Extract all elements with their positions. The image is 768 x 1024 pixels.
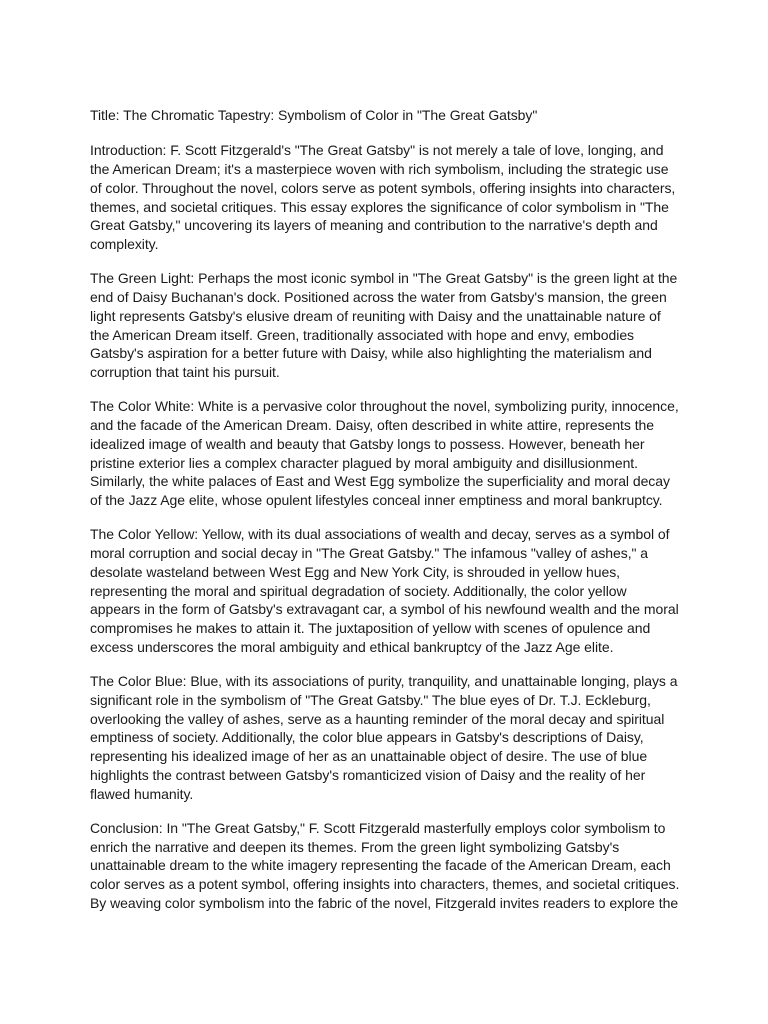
paragraph-conclusion: Conclusion: In "The Great Gatsby," F. Scott Fitzgerald masterfully employs color symbolism to enrich the narrative and deepen its themes. From the green light symbolizing Gatsby's unattainable dream to the white imagery representing the facade of the American Dream, each color serves as a potent symbol, offering insights into characters, themes, and societal critiques. By weaving color symbolism into the fabric of the novel, Fitzgerald invites readers to explore the bbox=[90, 819, 680, 911]
paragraph-green-light: The Green Light: Perhaps the most iconic symbol in "The Great Gatsby" is the green light at the end of Daisy Buchanan's dock. Positioned across the water from Gatsby's mansion, the green light represents Gatsby's elusive dream of reuniting with Daisy and the unattainable nature of the American Dream itself. Green, traditionally associated with hope and envy, embodies Gatsby's aspiration for a better future with Daisy, while also highlighting the materialism and corruption that taint his pursuit. bbox=[90, 270, 678, 380]
document-page bbox=[90, 106, 680, 928]
paragraph-color-white: The Color White: White is a pervasive color throughout the novel, symbolizing purity, innocence, and the facade of the American Dream. Daisy, often described in white attire, represents the idealized image of wealth and beauty that Gatsby longs to possess. However, beneath her pristine exterior lies a complex character plagued by moral ambiguity and disillusionment. Similarly, the white palaces of East and West Egg symbolize the superficiality and moral decay of the Jazz Age elite, whose opulent lifestyles conceal inner emptiness and moral bankruptcy. bbox=[90, 398, 679, 508]
paragraph-color-yellow: The Color Yellow: Yellow, with its dual associations of wealth and decay, serves as a symbol of moral corruption and social decay in "The Great Gatsby." The infamous "valley of ashes," a desolate wasteland between West Egg and New York City, is shrouded in yellow hues, representing the moral and spiritual degradation of society. Additionally, the color yellow appears in the form of Gatsby's extravagant car, a symbol of his newfound wealth and the moral compromises he makes to attain it. The juxtaposition of yellow with scenes of opulence and excess underscores the moral ambiguity and ethical bankruptcy of the Jazz Age elite. bbox=[90, 526, 679, 655]
paragraph-introduction: Introduction: F. Scott Fitzgerald's "The Great Gatsby" is not merely a tale of love, longing, and the American Dream; it's a masterpiece woven with rich symbolism, including the strategic use of color. Throughout the novel, colors serve as potent symbols, offering insights into characters, themes, and societal critiques. This essay explores the significance of color symbolism in "The Great Gatsby," uncovering its layers of meaning and contribution to the narrative's depth and complexity. bbox=[90, 142, 676, 252]
essay-title: Title: The Chromatic Tapestry: Symbolism of Color in "The Great Gatsby" bbox=[90, 107, 538, 123]
paragraph-color-blue: The Color Blue: Blue, with its associations of purity, tranquility, and unattainable longing, plays a significant role in the symbolism of "The Great Gatsby." The blue eyes of Dr. T.J. Eckleburg, overlooking the valley of ashes, serve as a haunting reminder of the moral decay and spiritual emptiness of society. Additionally, the color blue appears in Gatsby's descriptions of Daisy, representing his idealized image of her as an unattainable object of desire. The use of blue highlights the contrast between Gatsby's romanticized vision of Daisy and the reality of her flawed humanity. bbox=[90, 673, 678, 802]
